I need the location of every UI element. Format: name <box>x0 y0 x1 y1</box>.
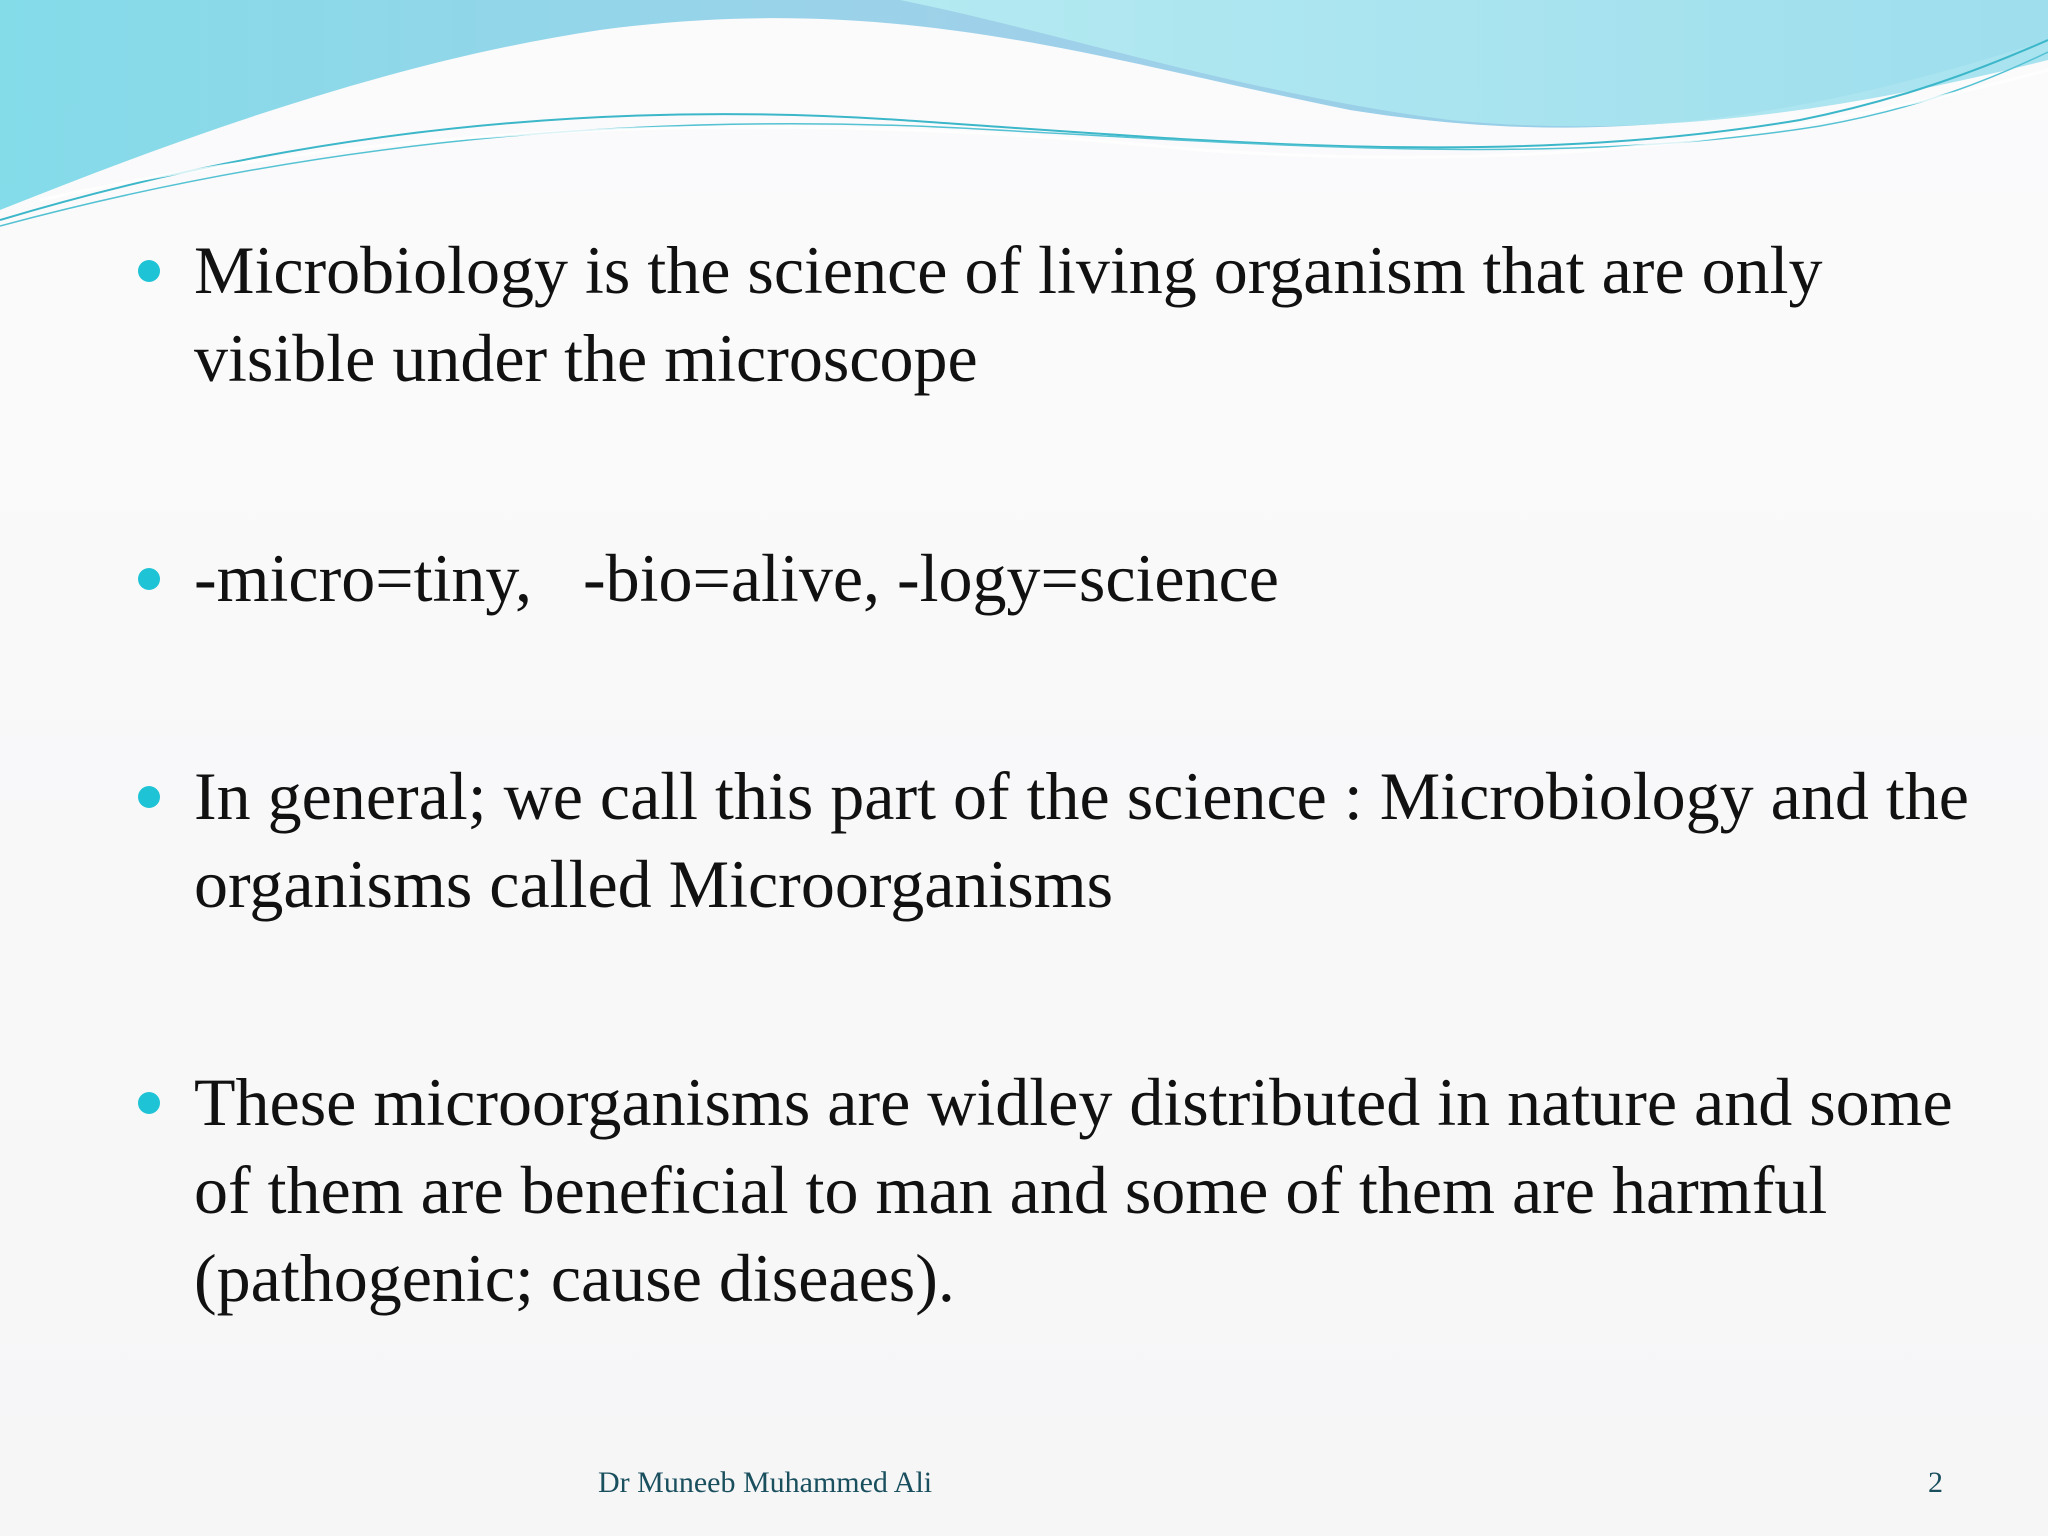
bullet-dot-icon <box>138 1092 160 1114</box>
slide-number: 2 <box>1928 1466 1943 1499</box>
header-wave-decoration <box>0 0 2048 240</box>
bullet-item <box>138 752 2008 928</box>
bullet-text: -micro=tiny, -bio=alive, -logy=science <box>194 540 1279 616</box>
bullet-dot-icon <box>138 786 160 808</box>
bullet-dot-icon <box>138 568 160 590</box>
bullet-list <box>138 226 2008 1322</box>
slide-footer <box>0 1466 2048 1506</box>
bullet-item <box>138 534 2008 622</box>
bullet-item <box>138 226 2008 402</box>
bullet-text: In general; we call this part of the science : Microbiology and the organisms called Microorganisms <box>194 758 1969 922</box>
bullet-item <box>138 1058 2008 1322</box>
footer-author: Dr Muneeb Muhammed Ali <box>598 1466 933 1499</box>
bullet-text: These microorganisms are widley distributed in nature and some of them are beneficial to man and some of them are harmful (pathogenic; cause diseaes). <box>194 1064 1953 1316</box>
bullet-text: Microbiology is the science of living organism that are only visible under the microscope <box>194 232 1823 396</box>
bullet-dot-icon <box>138 260 160 282</box>
